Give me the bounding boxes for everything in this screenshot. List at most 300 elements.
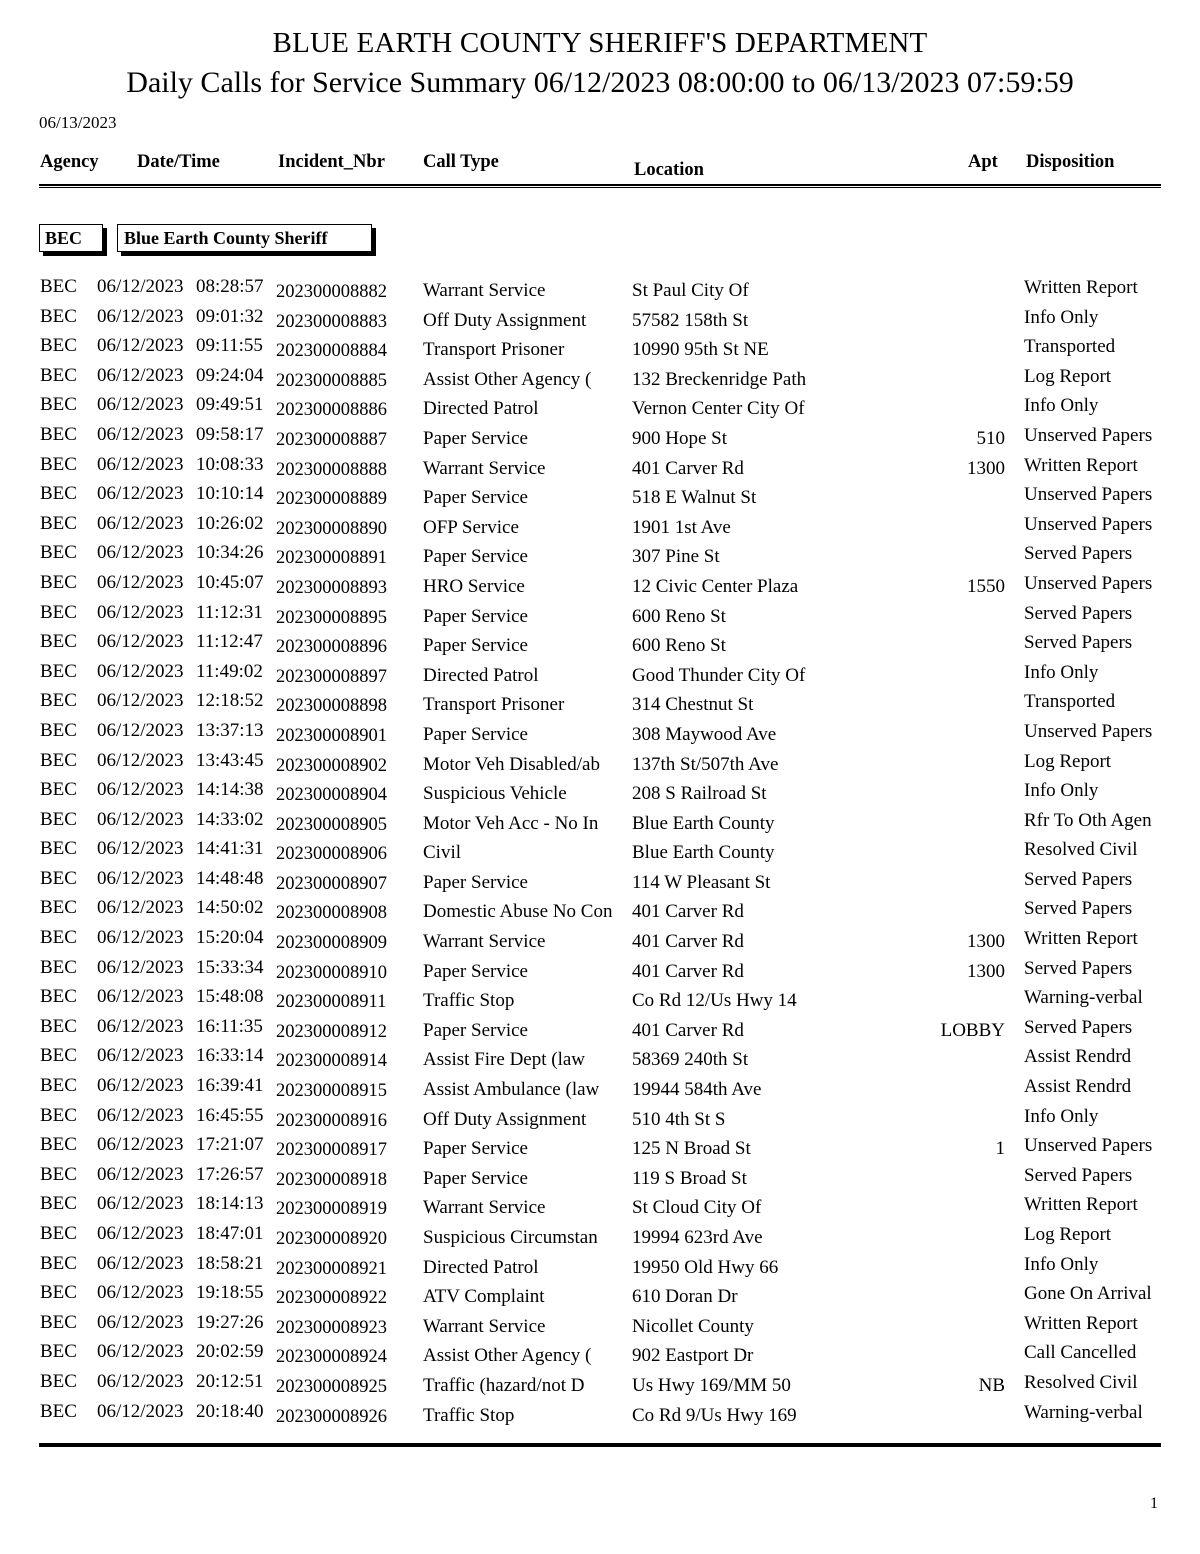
cell-location: 137th St/507th Ave [632, 753, 779, 775]
cell-disposition: Assist Rendrd [1024, 1076, 1132, 1098]
cell-time: 18:47:01 [196, 1223, 264, 1244]
cell-time: 19:18:55 [196, 1282, 264, 1304]
table-row [0, 779, 1200, 809]
cell-incident-nbr: 202300008890 [276, 518, 387, 539]
cell-call-type: Paper Service [423, 605, 528, 627]
cell-incident-nbr: 202300008907 [276, 873, 387, 894]
cell-incident-nbr: 202300008920 [276, 1229, 387, 1249]
table-row [0, 483, 1200, 513]
cell-date: 06/12/2023 [97, 1163, 184, 1185]
cell-apt: LOBBY [940, 1019, 1005, 1041]
cell-incident-nbr: 202300008891 [276, 548, 387, 569]
cell-date: 06/12/2023 [97, 1045, 184, 1067]
cell-disposition: Served Papers [1024, 1016, 1133, 1038]
cell-disposition: Served Papers [1024, 602, 1133, 624]
cell-date: 06/12/2023 [97, 838, 184, 860]
cell-location: 19944 584th Ave [632, 1079, 762, 1101]
cell-disposition: Call Cancelled [1024, 1342, 1137, 1364]
cell-date: 06/12/2023 [97, 1282, 184, 1304]
cell-agency: BEC [40, 1370, 77, 1392]
cell-agency: BEC [40, 956, 77, 978]
cell-incident-nbr: 202300008911 [276, 992, 387, 1013]
cell-time: 09:01:32 [196, 305, 264, 327]
cell-incident-nbr: 202300008926 [276, 1406, 387, 1427]
cell-apt: 1300 [967, 457, 1005, 479]
header-divider [39, 184, 1161, 188]
cell-call-type: Transport Prisoner [423, 694, 565, 716]
cell-agency: BEC [40, 631, 77, 653]
cell-location: 19994 623rd Ave [632, 1227, 763, 1248]
cell-agency: BEC [40, 897, 77, 919]
cell-agency: BEC [40, 601, 77, 623]
cell-incident-nbr: 202300008886 [276, 400, 387, 421]
cell-call-type: Off Duty Assignment [423, 1108, 587, 1130]
table-row [0, 986, 1200, 1016]
cell-time: 11:49:02 [196, 660, 263, 682]
column-header-call-type: Call Type [423, 152, 499, 172]
cell-location: 401 Carver Rd [632, 960, 744, 982]
cell-agency: BEC [40, 453, 77, 475]
cell-disposition: Unserved Papers [1024, 513, 1153, 535]
cell-disposition: Resolved Civil [1024, 1371, 1138, 1393]
cell-location: 314 Chestnut St [632, 694, 754, 716]
cell-date: 06/12/2023 [97, 512, 184, 534]
table-row [0, 335, 1200, 365]
cell-disposition: Info Only [1024, 1253, 1099, 1275]
cell-date: 06/12/2023 [97, 1104, 184, 1126]
cell-incident-nbr: 202300008898 [276, 696, 387, 717]
cell-incident-nbr: 202300008887 [276, 429, 387, 450]
page-title: BLUE EARTH COUNTY SHERIFF'S DEPARTMENT [272, 27, 928, 59]
cell-date: 06/12/2023 [97, 1075, 184, 1097]
cell-date: 06/12/2023 [97, 571, 184, 593]
cell-call-type: Paper Service [423, 427, 528, 449]
table-row [0, 661, 1200, 691]
table-row [0, 1164, 1200, 1194]
table-row [0, 750, 1200, 780]
cell-disposition: Warning-verbal [1024, 1401, 1143, 1423]
cell-date: 06/12/2023 [97, 335, 184, 357]
cell-location: St Cloud City Of [632, 1197, 762, 1219]
cell-time: 16:39:41 [196, 1075, 264, 1097]
column-header-location: Location [634, 160, 704, 180]
table-row [0, 1401, 1200, 1431]
cell-agency: BEC [40, 719, 77, 741]
cell-incident-nbr: 202300008893 [276, 577, 387, 598]
cell-date: 06/12/2023 [97, 956, 184, 978]
cell-disposition: Info Only [1024, 395, 1099, 417]
cell-location: 208 S Railroad St [632, 783, 767, 805]
cell-call-type: Paper Service [423, 1167, 528, 1189]
table-row [0, 602, 1200, 632]
cell-disposition: Gone On Arrival [1024, 1283, 1152, 1305]
cell-time: 13:37:13 [196, 719, 264, 741]
cell-location: 610 Doran Dr [632, 1286, 738, 1308]
table-row [0, 1105, 1200, 1135]
cell-call-type: OFP Service [423, 516, 519, 538]
cell-agency: BEC [40, 512, 77, 534]
table-row [0, 720, 1200, 750]
cell-call-type: Assist Fire Dept (law [423, 1049, 586, 1071]
cell-disposition: Assist Rendrd [1024, 1046, 1132, 1068]
table-row [0, 513, 1200, 543]
cell-call-type: Transport Prisoner [423, 339, 565, 361]
cell-call-type: Traffic (hazard/not D [423, 1374, 585, 1396]
cell-disposition: Written Report [1024, 454, 1138, 476]
cell-call-type: Paper Service [423, 546, 528, 568]
cell-disposition: Log Report [1024, 1224, 1112, 1245]
cell-call-type: Motor Veh Acc - No In [423, 812, 599, 834]
cell-date: 06/12/2023 [97, 779, 184, 801]
cell-time: 14:41:31 [196, 838, 264, 860]
cell-time: 09:49:51 [196, 394, 264, 416]
cell-agency: BEC [40, 1163, 77, 1185]
cell-agency: BEC [40, 690, 77, 712]
cell-time: 12:18:52 [196, 690, 264, 712]
cell-apt: NB [978, 1374, 1005, 1396]
cell-time: 10:34:26 [196, 542, 264, 564]
cell-incident-nbr: 202300008923 [276, 1317, 387, 1338]
cell-date: 06/12/2023 [97, 364, 184, 386]
cell-location: 518 E Walnut St [632, 487, 757, 509]
column-header-disposition: Disposition [1026, 152, 1115, 172]
cell-call-type: Warrant Service [423, 457, 546, 479]
cell-incident-nbr: 202300008918 [276, 1169, 387, 1190]
cell-date: 06/12/2023 [97, 1193, 184, 1215]
cell-incident-nbr: 202300008883 [276, 311, 387, 332]
cell-incident-nbr: 202300008912 [276, 1021, 387, 1042]
cell-incident-nbr: 202300008916 [276, 1110, 387, 1131]
cell-time: 10:10:14 [196, 483, 264, 505]
cell-disposition: Written Report [1024, 928, 1138, 950]
cell-call-type: Traffic Stop [423, 990, 515, 1012]
table-row [0, 1341, 1200, 1371]
table-row [0, 1134, 1200, 1164]
cell-location: 58369 240th St [632, 1049, 749, 1071]
table-row [0, 1371, 1200, 1401]
cell-incident-nbr: 202300008909 [276, 933, 387, 954]
cell-agency: BEC [40, 1282, 77, 1304]
cell-date: 06/12/2023 [97, 1223, 184, 1244]
cell-call-type: Suspicious Circumstan [423, 1227, 598, 1248]
cell-call-type: Off Duty Assignment [423, 309, 587, 331]
cell-call-type: Paper Service [423, 723, 528, 745]
cell-date: 06/12/2023 [97, 808, 184, 830]
cell-incident-nbr: 202300008902 [276, 755, 387, 776]
cell-call-type: Paper Service [423, 1138, 528, 1160]
cell-time: 20:18:40 [196, 1400, 264, 1422]
cell-time: 14:48:48 [196, 867, 264, 889]
cell-call-type: Warrant Service [423, 931, 546, 953]
cell-incident-nbr: 202300008922 [276, 1288, 387, 1309]
cell-incident-nbr: 202300008905 [276, 814, 387, 835]
page-number: 1 [1150, 1495, 1158, 1512]
cell-apt: 1300 [967, 960, 1005, 982]
cell-time: 11:12:47 [196, 631, 263, 653]
cell-location: Us Hwy 169/MM 50 [632, 1374, 791, 1396]
cell-call-type: Assist Ambulance (law [423, 1079, 600, 1101]
cell-agency: BEC [40, 305, 77, 327]
cell-date: 06/12/2023 [97, 394, 184, 416]
cell-time: 17:26:57 [196, 1163, 264, 1185]
cell-agency: BEC [40, 335, 77, 357]
cell-call-type: HRO Service [423, 575, 525, 597]
cell-disposition: Unserved Papers [1024, 1135, 1153, 1157]
cell-agency: BEC [40, 1075, 77, 1097]
cell-disposition: Resolved Civil [1024, 839, 1138, 861]
cell-agency: BEC [40, 1252, 77, 1274]
cell-apt: 1550 [967, 575, 1005, 597]
cell-date: 06/12/2023 [97, 305, 184, 327]
cell-location: 307 Pine St [632, 546, 720, 568]
cell-disposition: Info Only [1024, 306, 1099, 328]
table-row [0, 1193, 1200, 1223]
cell-disposition: Served Papers [1024, 868, 1133, 890]
cell-disposition: Served Papers [1024, 1164, 1133, 1186]
cell-agency: BEC [40, 779, 77, 801]
cell-incident-nbr: 202300008915 [276, 1081, 387, 1102]
cell-incident-nbr: 202300008914 [276, 1051, 387, 1072]
cell-location: 125 N Broad St [632, 1138, 751, 1160]
cell-date: 06/12/2023 [97, 276, 184, 297]
cell-agency: BEC [40, 423, 77, 445]
cell-date: 06/12/2023 [97, 631, 184, 653]
table-column-headers [0, 152, 1200, 186]
cell-agency: BEC [40, 1341, 77, 1363]
cell-time: 09:58:17 [196, 423, 264, 445]
cell-location: 57582 158th St [632, 309, 749, 331]
table-row [0, 1016, 1200, 1046]
cell-agency: BEC [40, 838, 77, 860]
cell-agency: BEC [40, 571, 77, 593]
cell-location: 12 Civic Center Plaza [632, 575, 799, 597]
table-row [0, 690, 1200, 720]
cell-date: 06/12/2023 [97, 690, 184, 712]
table-row [0, 868, 1200, 898]
cell-incident-nbr: 202300008889 [276, 489, 387, 510]
cell-date: 06/12/2023 [97, 1341, 184, 1363]
cell-incident-nbr: 202300008908 [276, 903, 387, 924]
cell-disposition: Rfr To Oth Agen [1024, 809, 1152, 831]
cell-call-type: Traffic Stop [423, 1404, 515, 1426]
cell-time: 19:27:26 [196, 1311, 264, 1333]
cell-disposition: Served Papers [1024, 957, 1133, 979]
table-row [0, 1075, 1200, 1105]
cell-call-type: ATV Complaint [423, 1286, 545, 1308]
cell-agency: BEC [40, 660, 77, 682]
table-row [0, 1223, 1200, 1253]
cell-disposition: Warning-verbal [1024, 987, 1143, 1009]
cell-location: Blue Earth County [632, 812, 775, 834]
cell-disposition: Served Papers [1024, 632, 1133, 654]
table-row [0, 809, 1200, 839]
cell-time: 10:08:33 [196, 453, 264, 475]
cell-location: St Paul City Of [632, 280, 749, 301]
cell-date: 06/12/2023 [97, 1252, 184, 1274]
cell-agency: BEC [40, 1045, 77, 1067]
cell-call-type: Paper Service [423, 487, 528, 509]
cell-call-type: Warrant Service [423, 1315, 546, 1337]
cell-agency: BEC [40, 1193, 77, 1215]
cell-location: 114 W Pleasant St [632, 871, 771, 893]
cell-location: 510 4th St S [632, 1108, 726, 1130]
cell-location: 401 Carver Rd [632, 457, 744, 479]
cell-location: Good Thunder City Of [632, 664, 806, 686]
cell-incident-nbr: 202300008917 [276, 1140, 387, 1161]
cell-call-type: Directed Patrol [423, 1256, 539, 1278]
cell-disposition: Unserved Papers [1024, 720, 1153, 742]
cell-disposition: Served Papers [1024, 543, 1133, 565]
cell-time: 09:24:04 [196, 364, 264, 386]
table-row [0, 927, 1200, 957]
page-subtitle: Daily Calls for Service Summary 06/12/2023 08:00:00 to 06/13/2023 07:59:59 [126, 66, 1074, 100]
cell-call-type: Assist Other Agency ( [423, 368, 592, 390]
cell-location: 19950 Old Hwy 66 [632, 1256, 779, 1278]
cell-agency: BEC [40, 986, 77, 1008]
cell-call-type: Paper Service [423, 635, 528, 657]
table-row [0, 365, 1200, 395]
table-row [0, 1282, 1200, 1312]
cell-location: Co Rd 9/Us Hwy 169 [632, 1404, 797, 1426]
cell-date: 06/12/2023 [97, 1370, 184, 1392]
cell-time: 14:33:02 [196, 808, 264, 830]
cell-disposition: Transported [1024, 336, 1116, 358]
table-row [0, 1045, 1200, 1075]
cell-call-type: Suspicious Vehicle [423, 783, 567, 805]
cell-incident-nbr: 202300008897 [276, 666, 387, 687]
table-row [0, 631, 1200, 661]
run-date: 06/13/2023 [39, 113, 117, 132]
cell-disposition: Written Report [1024, 1312, 1138, 1334]
column-header-datetime: Date/Time [137, 152, 220, 172]
cell-apt: 1 [995, 1138, 1005, 1160]
cell-location: 401 Carver Rd [632, 1019, 744, 1041]
cell-location: 308 Maywood Ave [632, 723, 777, 745]
cell-date: 06/12/2023 [97, 453, 184, 475]
cell-call-type: Warrant Service [423, 280, 546, 301]
cell-incident-nbr: 202300008888 [276, 459, 387, 480]
cell-location: 600 Reno St [632, 635, 726, 657]
calls-table-body [0, 276, 1200, 1430]
cell-time: 10:26:02 [196, 512, 264, 534]
cell-disposition: Unserved Papers [1024, 484, 1153, 506]
cell-time: 15:48:08 [196, 986, 264, 1008]
cell-date: 06/12/2023 [97, 483, 184, 505]
cell-location: 119 S Broad St [632, 1167, 747, 1189]
cell-date: 06/12/2023 [97, 1400, 184, 1422]
cell-call-type: Domestic Abuse No Con [423, 901, 613, 923]
cell-time: 10:45:07 [196, 571, 264, 593]
table-row [0, 276, 1200, 306]
cell-agency: BEC [40, 749, 77, 771]
cell-incident-nbr: 202300008924 [276, 1347, 387, 1368]
table-row [0, 454, 1200, 484]
cell-incident-nbr: 202300008901 [276, 725, 387, 746]
cell-date: 06/12/2023 [97, 719, 184, 741]
table-row [0, 542, 1200, 572]
cell-disposition: Unserved Papers [1024, 424, 1153, 446]
cell-agency: BEC [40, 808, 77, 830]
cell-disposition: Served Papers [1024, 898, 1133, 920]
agency-name-box: Blue Earth County Sheriff [117, 224, 372, 252]
cell-date: 06/12/2023 [97, 660, 184, 682]
cell-incident-nbr: 202300008921 [276, 1258, 387, 1279]
column-header-apt: Apt [968, 152, 998, 172]
cell-disposition: Unserved Papers [1024, 572, 1153, 594]
cell-date: 06/12/2023 [97, 1134, 184, 1156]
table-row [0, 306, 1200, 336]
cell-agency: BEC [40, 542, 77, 564]
cell-agency: BEC [40, 927, 77, 949]
cell-location: 600 Reno St [632, 605, 726, 627]
cell-call-type: Paper Service [423, 871, 528, 893]
table-row [0, 424, 1200, 454]
cell-time: 16:45:55 [196, 1104, 264, 1126]
cell-call-type: Directed Patrol [423, 664, 539, 686]
cell-incident-nbr: 202300008884 [276, 341, 387, 362]
cell-time: 14:14:38 [196, 779, 264, 801]
table-row [0, 1253, 1200, 1283]
cell-time: 18:14:13 [196, 1193, 264, 1215]
cell-disposition: Transported [1024, 691, 1116, 713]
cell-incident-nbr: 202300008895 [276, 607, 387, 628]
cell-location: Nicollet County [632, 1315, 754, 1337]
cell-agency: BEC [40, 867, 77, 889]
cell-incident-nbr: 202300008904 [276, 785, 387, 806]
cell-agency: BEC [40, 394, 77, 416]
cell-call-type: Motor Veh Disabled/ab [423, 753, 600, 775]
cell-time: 17:21:07 [196, 1134, 264, 1156]
column-header-agency: Agency [40, 152, 99, 172]
cell-time: 13:43:45 [196, 749, 264, 771]
table-row [0, 572, 1200, 602]
cell-date: 06/12/2023 [97, 749, 184, 771]
agency-code-box: BEC [39, 224, 103, 252]
cell-location: 10990 95th St NE [632, 339, 769, 361]
cell-incident-nbr: 202300008906 [276, 844, 387, 865]
cell-location: 1901 1st Ave [632, 516, 731, 538]
cell-date: 06/12/2023 [97, 601, 184, 623]
cell-time: 14:50:02 [196, 897, 264, 919]
cell-agency: BEC [40, 364, 77, 386]
cell-agency: BEC [40, 1015, 77, 1037]
cell-incident-nbr: 202300008910 [276, 962, 387, 983]
cell-apt: 1300 [967, 931, 1005, 953]
title-block [0, 26, 1200, 102]
cell-location: 902 Eastport Dr [632, 1345, 754, 1367]
cell-disposition: Written Report [1024, 1194, 1138, 1216]
cell-agency: BEC [40, 1134, 77, 1156]
cell-call-type: Warrant Service [423, 1197, 546, 1219]
cell-agency: BEC [40, 1223, 77, 1244]
cell-date: 06/12/2023 [97, 1015, 184, 1037]
cell-call-type: Civil [423, 842, 462, 864]
cell-agency: BEC [40, 276, 77, 297]
column-header-incident-nbr: Incident_Nbr [278, 152, 385, 172]
cell-date: 06/12/2023 [97, 867, 184, 889]
cell-time: 09:11:55 [196, 335, 263, 357]
table-row [0, 897, 1200, 927]
cell-time: 15:33:34 [196, 956, 264, 978]
cell-agency: BEC [40, 1400, 77, 1422]
cell-agency: BEC [40, 1311, 77, 1333]
cell-agency: BEC [40, 483, 77, 505]
cell-location: Blue Earth County [632, 842, 775, 864]
cell-time: 20:12:51 [196, 1370, 264, 1392]
cell-date: 06/12/2023 [97, 986, 184, 1008]
cell-time: 18:58:21 [196, 1252, 264, 1274]
footer-divider [39, 1443, 1161, 1447]
